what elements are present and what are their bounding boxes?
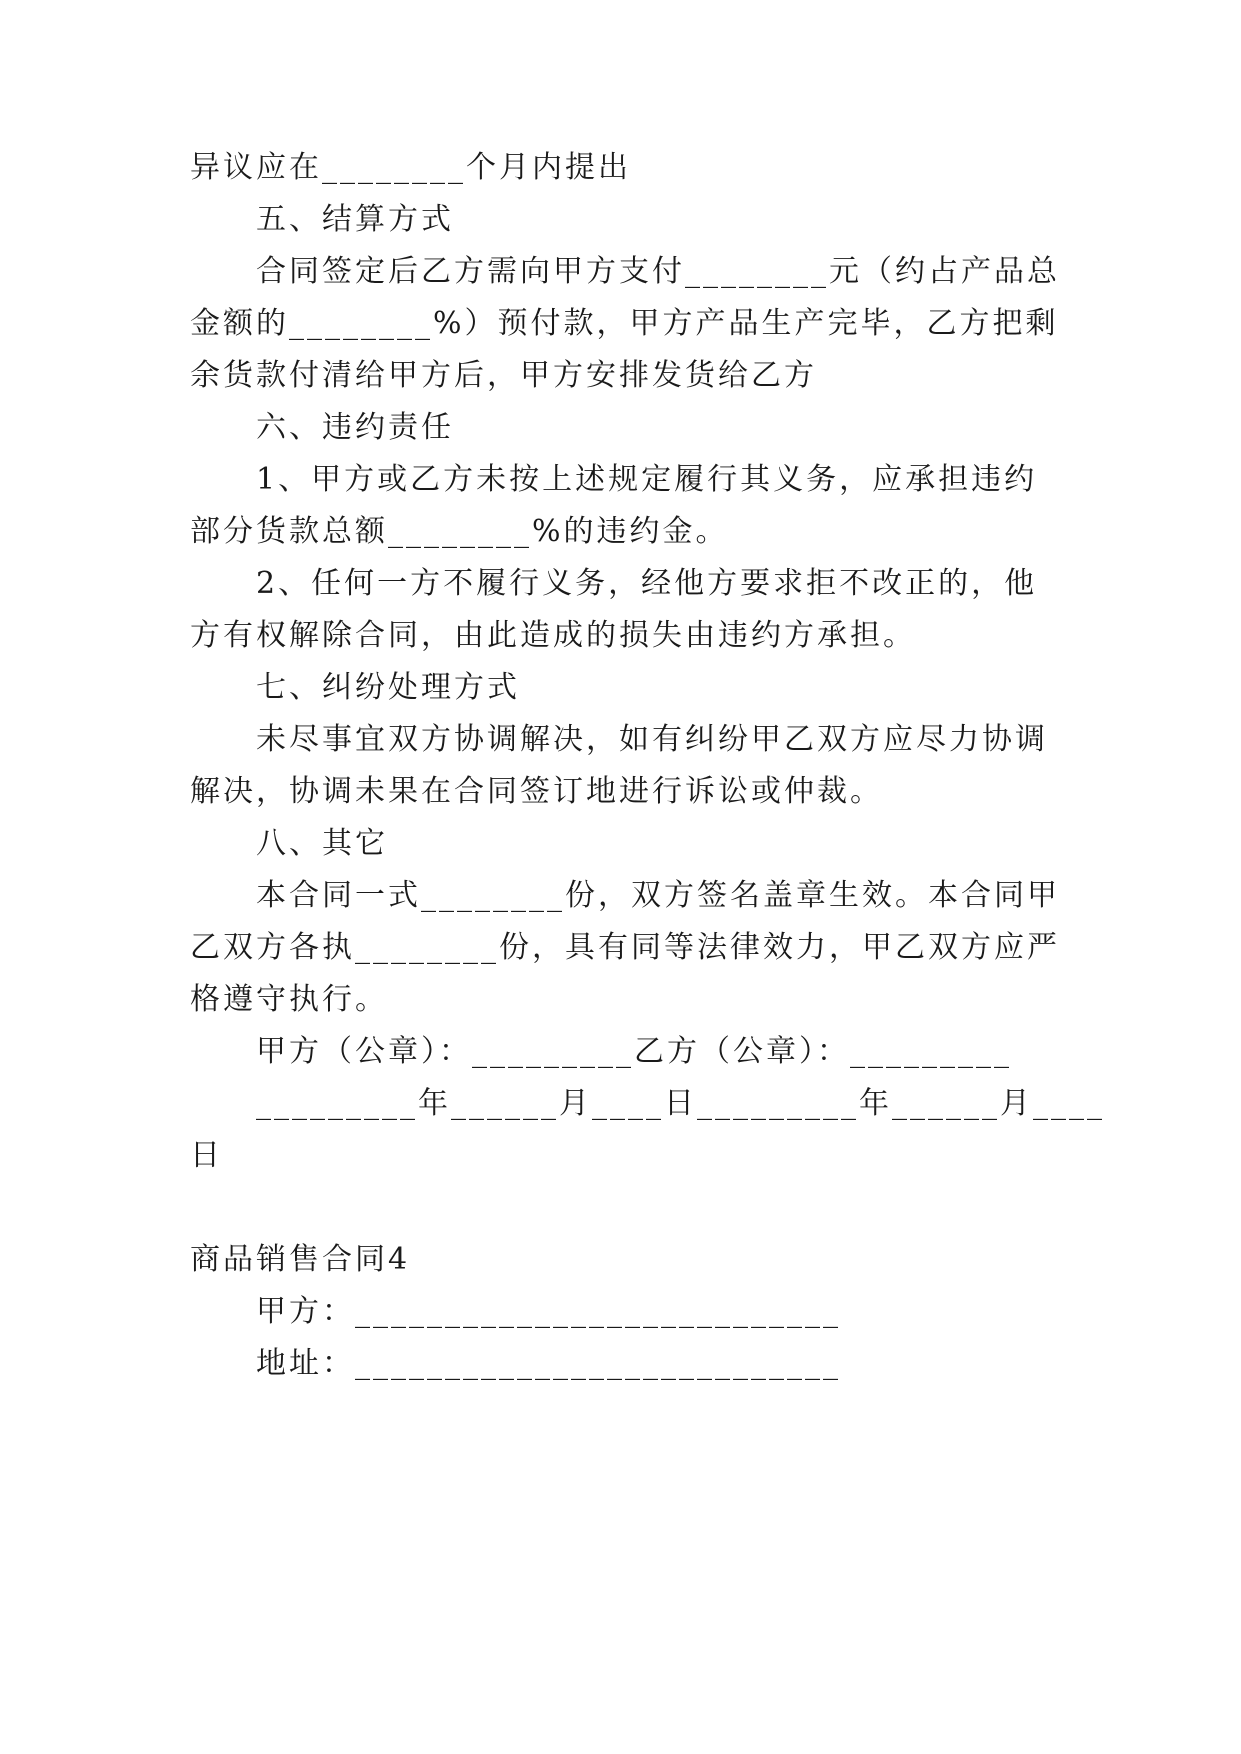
clause-liability-1-line2: 部分货款总额________%的违约金。 bbox=[190, 514, 729, 549]
paragraph-disputes-line2: 解决，协调未果在合同签订地进行诉讼或仲裁。 bbox=[190, 774, 883, 809]
section-heading-disputes: 七、纠纷处理方式 bbox=[256, 670, 520, 705]
section-heading-other: 八、其它 bbox=[256, 826, 388, 861]
contract-title: 商品销售合同4 bbox=[190, 1242, 411, 1277]
clause-liability-2-line1: 2、任何一方不履行义务，经他方要求拒不改正的，他 bbox=[256, 566, 1038, 601]
signature-seal-line: 甲方（公章）：_________乙方（公章）：_________ bbox=[256, 1034, 1012, 1069]
clause-liability-2-line2: 方有权解除合同，由此造成的损失由违约方承担。 bbox=[190, 618, 916, 653]
paragraph-other-line3: 格遵守执行。 bbox=[190, 982, 388, 1017]
party-a-field: 甲方：___________________________ bbox=[256, 1294, 841, 1329]
section-heading-liability: 六、违约责任 bbox=[256, 410, 454, 445]
section-heading-settlement: 五、结算方式 bbox=[256, 202, 454, 237]
paragraph-disputes-line1: 未尽事宜双方协调解决，如有纠纷甲乙双方应尽力协调 bbox=[256, 722, 1048, 757]
paragraph-settlement-line2: 金额的________%）预付款，甲方产品生产完毕，乙方把剩 bbox=[190, 306, 1059, 341]
clause-objection-period: 异议应在________个月内提出 bbox=[190, 150, 631, 185]
signature-date-line: _________年______月____日_________年______月____ bbox=[256, 1086, 1105, 1121]
clause-liability-1-line1: 1、甲方或乙方未按上述规定履行其义务，应承担违约 bbox=[256, 462, 1038, 497]
address-field: 地址：___________________________ bbox=[256, 1346, 841, 1381]
paragraph-other-line2: 乙双方各执________份，具有同等法律效力，甲乙双方应严 bbox=[190, 930, 1060, 965]
paragraph-settlement-line3: 余货款付清给甲方后，甲方安排发货给乙方 bbox=[190, 358, 817, 393]
paragraph-settlement-line1: 合同签定后乙方需向甲方支付________元（约占产品总 bbox=[256, 254, 1060, 289]
paragraph-other-line1: 本合同一式________份，双方签名盖章生效。本合同甲 bbox=[256, 878, 1060, 913]
signature-date-line-end: 日 bbox=[190, 1138, 223, 1173]
